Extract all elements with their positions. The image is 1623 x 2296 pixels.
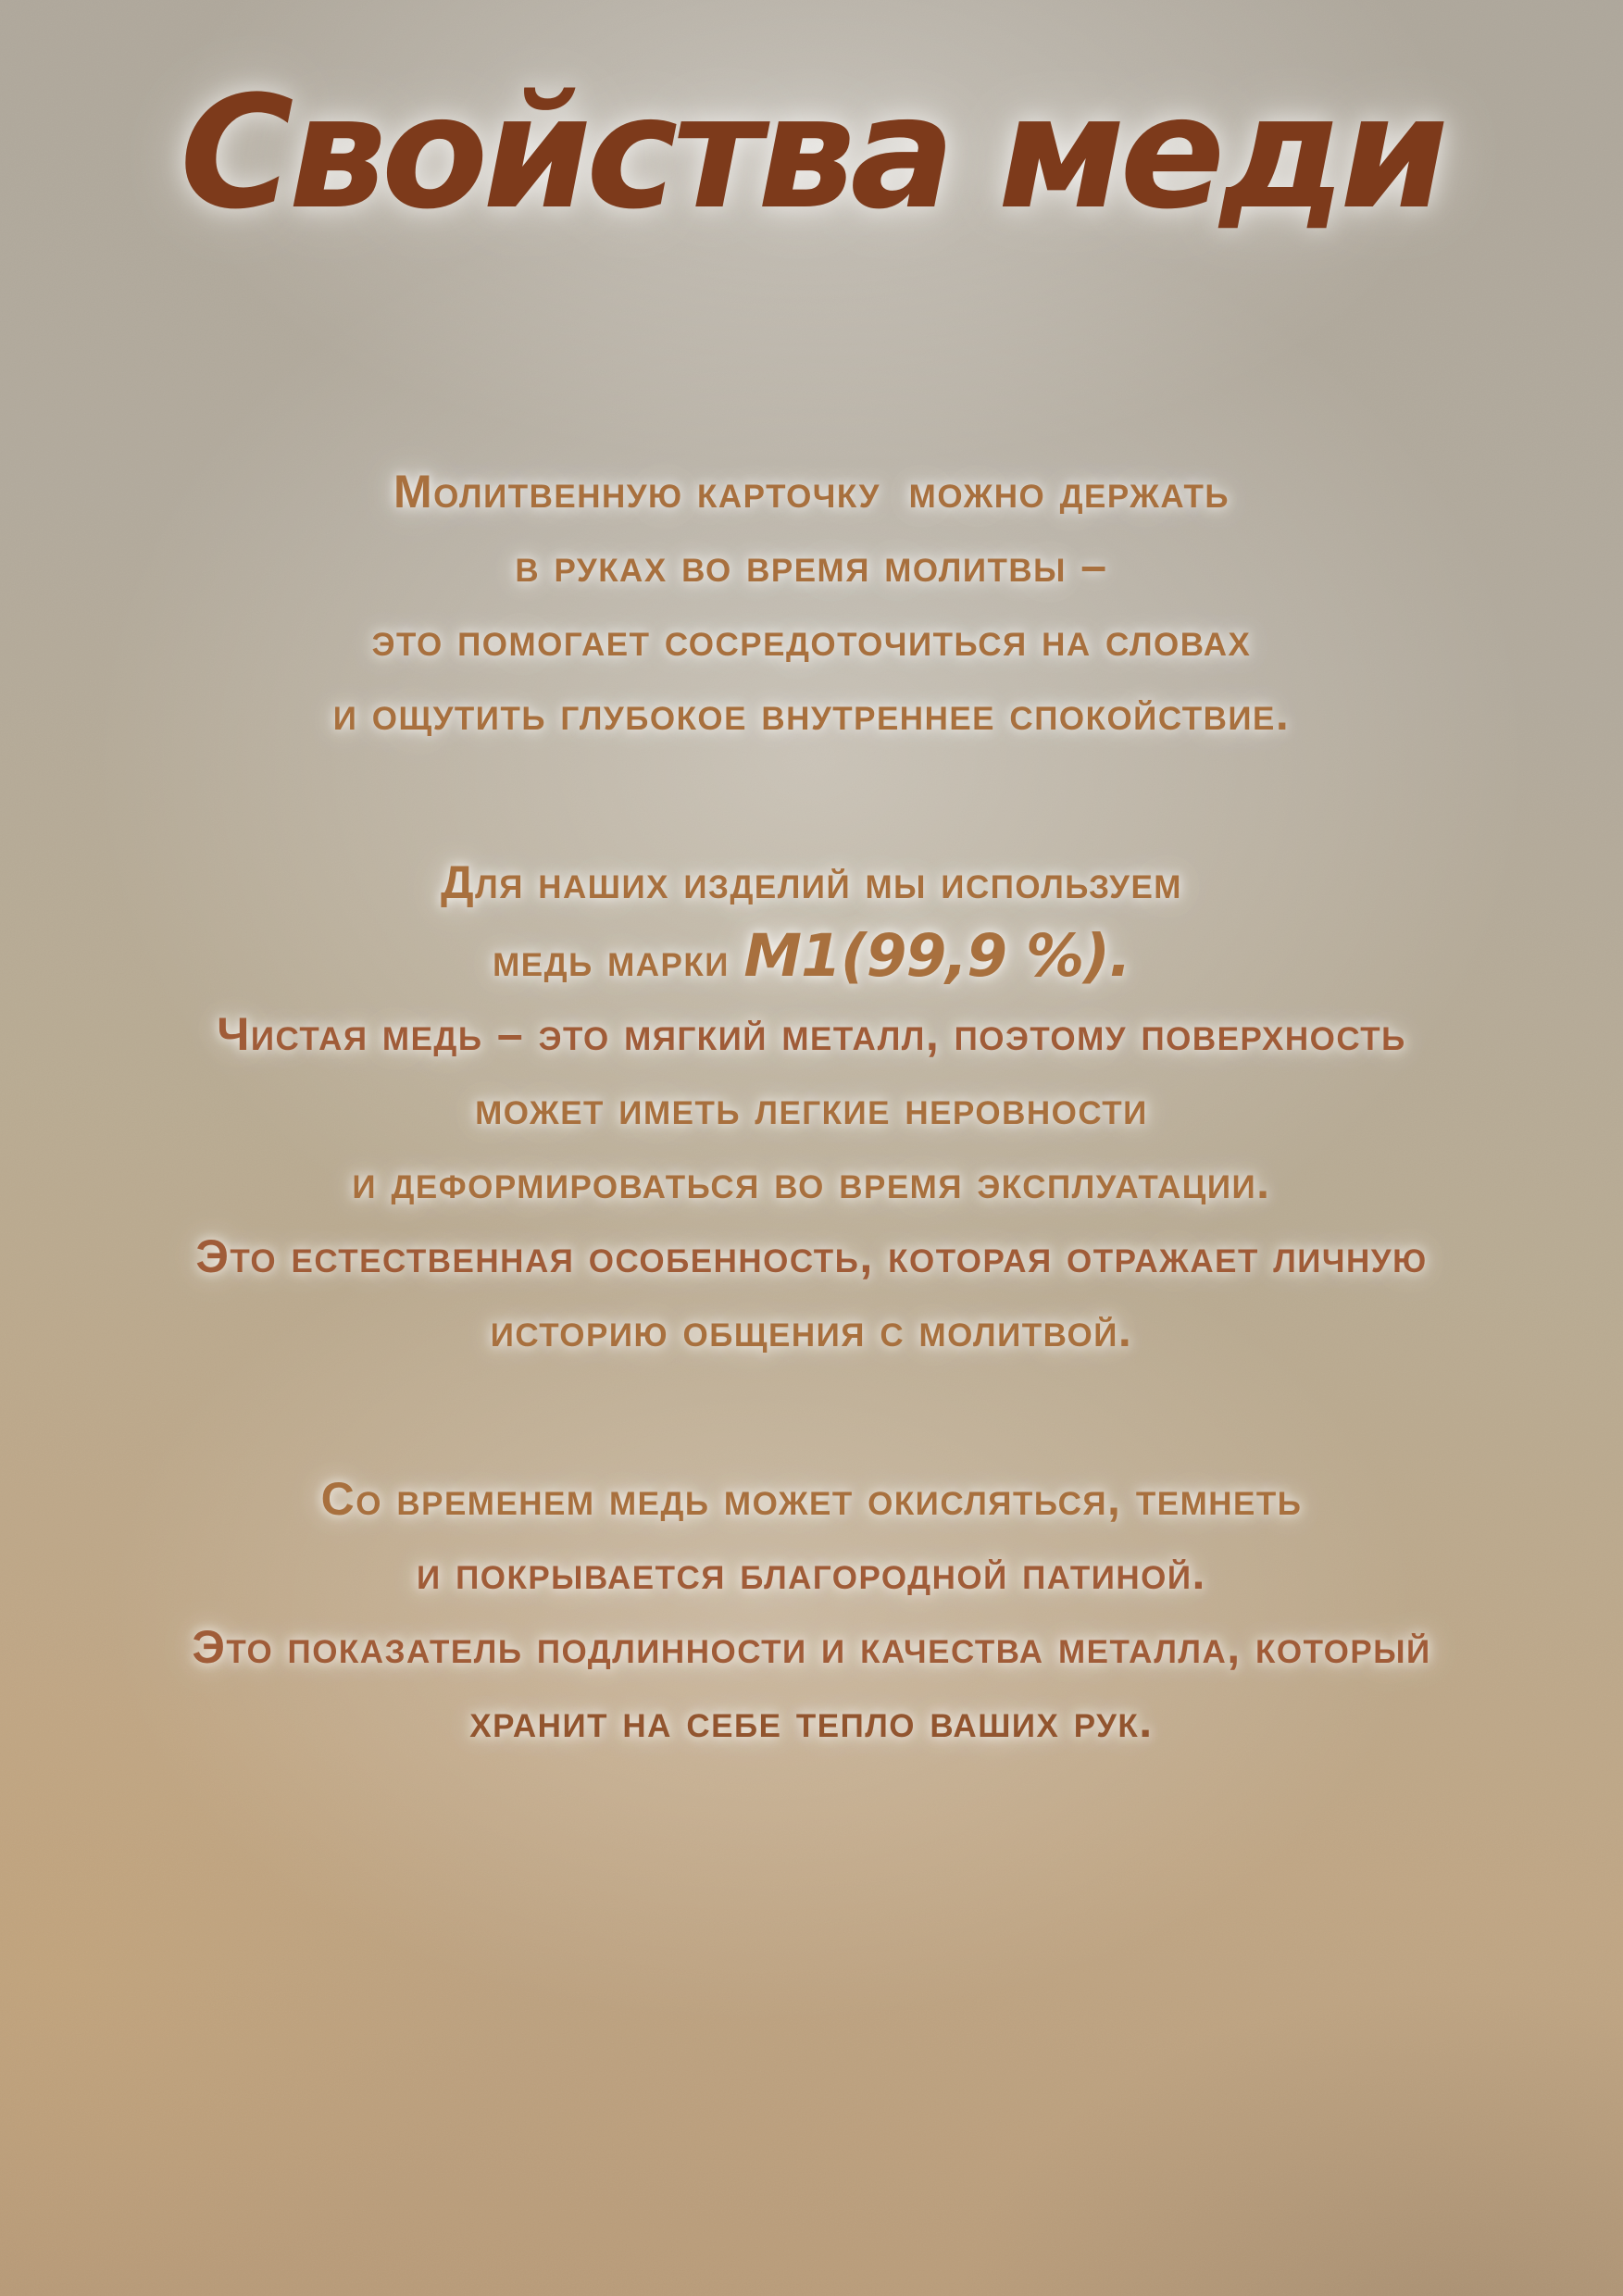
text-line: хранит на себе тепло ваших рук. [469,1695,1154,1747]
text-line: может иметь легкие неровности [475,1082,1148,1134]
text-line: Чистая медь – это мягкий металл, поэтому поверхность [217,1008,1406,1060]
text-line: и покрывается благородной патиной. [417,1547,1206,1599]
text-line: Для наших изделий мы используем [441,856,1182,908]
text-line: и деформироваться во время эксплуатации. [352,1156,1271,1208]
text-line: и ощутить глубокое внутреннее спокойствие. [332,688,1291,740]
text-line: в руках во время молитвы – [515,540,1108,592]
body-text [0,455,1623,1758]
paragraph-prayer-card-usage [34,455,1590,751]
text-line: Молитвенную карточку можно держать [393,466,1230,518]
copper-grade-mark: М1(99,9 %). [743,922,1130,990]
page-title: Свойства меди [180,62,1443,243]
paragraph-copper-grade [34,845,1590,1367]
text-line: это помогает сосредоточиться на словах [371,614,1252,666]
grade-prefix: медь марки [493,934,744,986]
text-line: Со временем медь может окисляться, темнеть [320,1473,1303,1525]
text-line-copper-grade [34,919,1590,997]
text-line: Это показатель подлинности и качества металла, который [192,1621,1431,1673]
text-line: Это естественная особенность, которая отражает личную [195,1230,1428,1282]
paragraph-patina [34,1462,1590,1758]
text-line: историю общения с молитвой. [490,1304,1133,1356]
